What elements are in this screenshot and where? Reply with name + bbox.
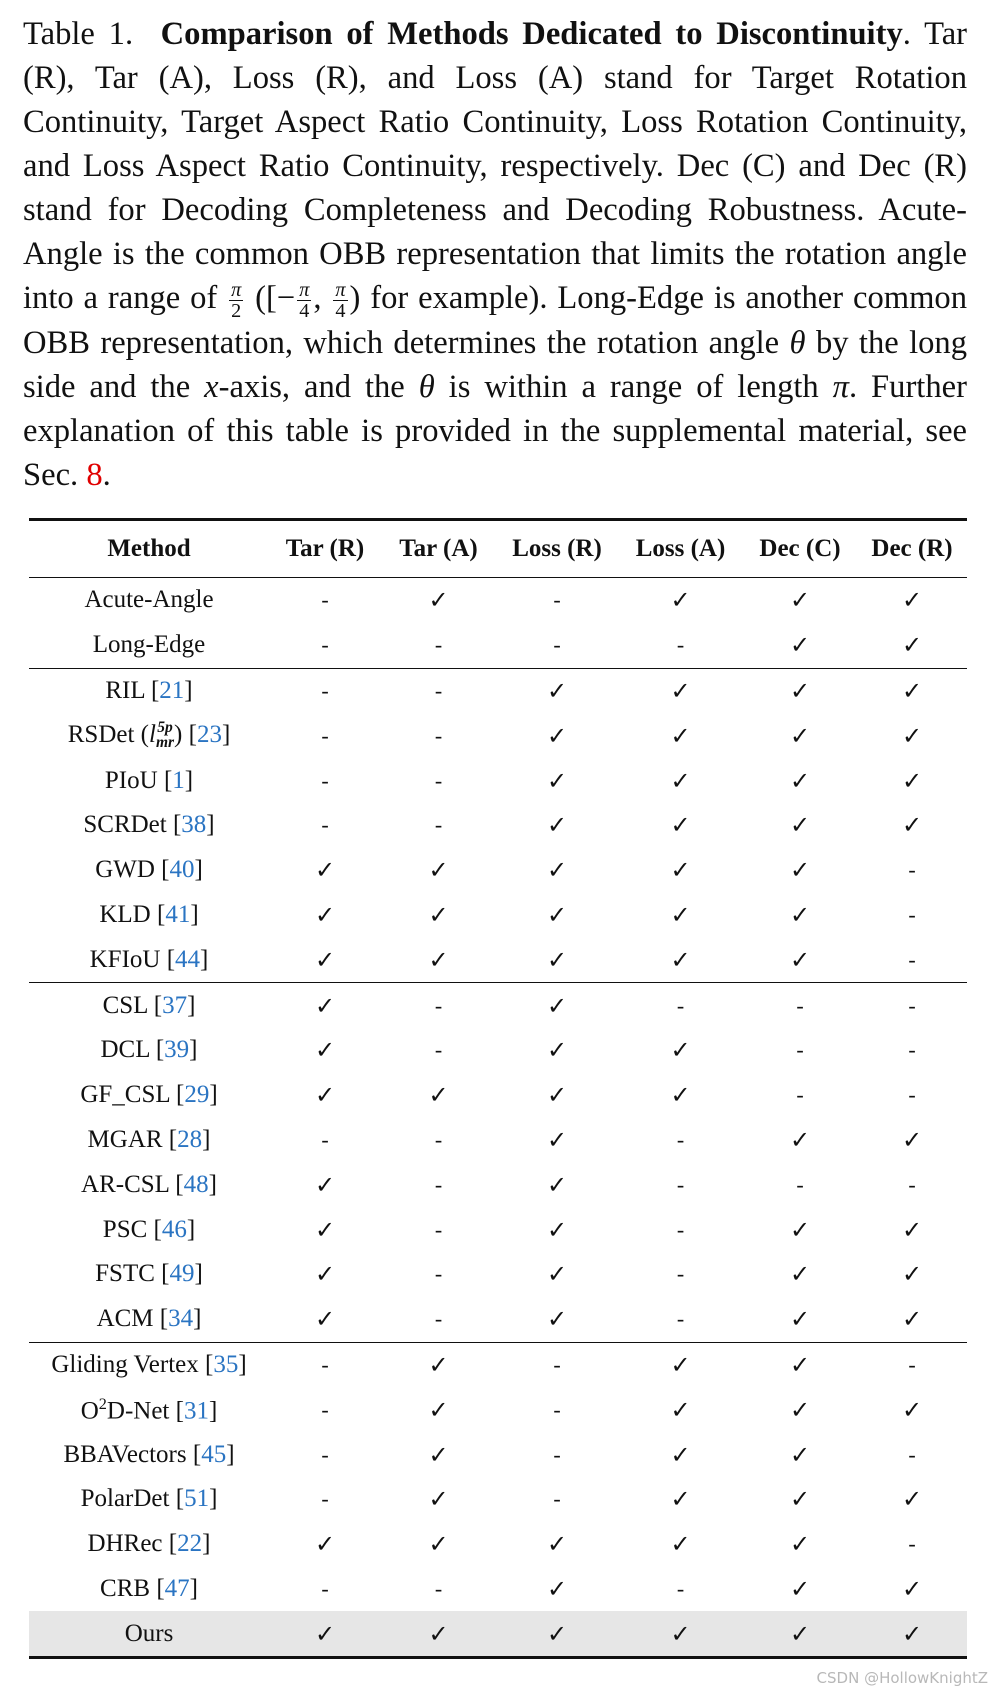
caption-text-5: is within a range of length	[448, 369, 819, 406]
header-row	[29, 520, 967, 578]
caption-text-1: Tar (R), Tar (A), Loss (R), and Loss (A) stand for Target Rotation Continuity, Target Aspect Ratio Continuity, Loss Rotation Continuity, and Loss Aspect Ratio Continuity, respectively. Dec (C) and Dec (R) stand for Decoding Completeness and Decoding Robustness. Acute-Angle is the common OBB representation that limits the rotation angle into a range of	[23, 16, 968, 316]
math-script	[156, 721, 174, 750]
method-name-cell: DHRec [22]	[87, 1530, 211, 1558]
dash-mark: -	[743, 983, 857, 1028]
check-icon: ✓	[546, 721, 568, 750]
fraction-pi-over-4-b: $\frac{\pi}{4}$	[335, 278, 346, 323]
check-icon: ✓	[314, 1530, 336, 1559]
check-icon: ✓	[314, 1260, 336, 1289]
method-name: FSTC	[95, 1260, 155, 1288]
dash-mark: -	[908, 1531, 916, 1557]
check-icon: ✓	[743, 1611, 857, 1657]
dash-mark: -	[434, 722, 443, 748]
citation-link[interactable]: 45	[201, 1440, 227, 1468]
citation-link[interactable]: 46	[161, 1215, 187, 1243]
table-row	[29, 1073, 967, 1118]
check-icon: ✓	[670, 1036, 691, 1065]
check-icon: ✓	[789, 945, 811, 974]
check-icon: ✓	[789, 1440, 811, 1469]
check-icon: ✓	[789, 900, 811, 929]
dash-mark: -	[434, 1261, 443, 1287]
method-name: GF_CSL	[80, 1081, 170, 1109]
math-superscript: 5p	[157, 719, 173, 737]
watermark: CSDN @HollowKnightZ	[816, 1669, 988, 1687]
method-name: Gliding Vertex	[51, 1350, 199, 1378]
check-icon: ✓	[901, 811, 923, 840]
check-icon: ✓	[670, 1440, 691, 1469]
check-icon: ✓	[901, 1260, 923, 1289]
check-icon: ✓	[789, 1574, 811, 1603]
dash-mark: -	[269, 1342, 381, 1387]
check-icon: ✓	[546, 1081, 568, 1110]
caption-end: .	[102, 457, 111, 494]
method-name: SCRDet	[83, 811, 167, 839]
column-header-method: Method	[107, 535, 191, 562]
check-icon: ✓	[670, 811, 691, 840]
check-icon: ✓	[901, 721, 923, 750]
check-icon: ✓	[546, 1260, 568, 1289]
dash-mark: -	[618, 983, 743, 1028]
method-name: DHRec	[87, 1530, 163, 1558]
method-name-cell: RSDet (l 5p mr ) [23]	[67, 719, 231, 752]
table-row	[29, 713, 967, 758]
method-name: Acute-Angle	[84, 586, 214, 614]
method-name: KFIoU	[89, 945, 161, 973]
check-icon: ✓	[546, 1125, 568, 1154]
check-icon: ✓	[789, 631, 811, 660]
check-icon: ✓	[901, 1485, 923, 1514]
check-icon: ✓	[546, 856, 568, 885]
check-icon: ✓	[789, 1395, 811, 1424]
citation-link[interactable]: 41	[165, 900, 191, 928]
dash-mark: -	[796, 1037, 804, 1063]
dash-mark: -	[321, 812, 329, 838]
check-icon: ✓	[789, 766, 811, 795]
method-name: KLD	[99, 900, 151, 928]
dash-mark: -	[676, 1306, 685, 1332]
method-name: PolarDet	[80, 1485, 170, 1513]
citation-link[interactable]: 49	[169, 1260, 195, 1288]
check-icon: ✓	[269, 983, 381, 1028]
citation-link[interactable]: 47	[164, 1574, 190, 1602]
theta-symbol-2: θ	[418, 369, 435, 406]
table-row	[29, 803, 967, 848]
check-icon: ✓	[428, 1081, 449, 1110]
method-name: Long-Edge	[92, 631, 206, 659]
method-name-cell: PSC [46]	[102, 1215, 196, 1243]
dash-mark: -	[321, 1396, 329, 1422]
citation-link[interactable]: 40	[169, 856, 195, 884]
method-name-cell: ACM [34]	[96, 1305, 202, 1333]
check-icon: ✓	[901, 766, 923, 795]
dash-mark: -	[381, 668, 496, 713]
dash-mark: -	[434, 1216, 443, 1242]
method-name: GWD	[95, 856, 155, 884]
dash-mark: -	[908, 1441, 916, 1467]
check-icon: ✓	[546, 900, 568, 929]
method-name-cell: $O^2D$-Net [31]	[80, 1394, 218, 1424]
column-header-loss-r: Loss (R)	[512, 535, 602, 562]
range-open: ([−	[255, 280, 296, 316]
dash-mark: -	[496, 1342, 618, 1387]
comparison-table	[29, 518, 967, 1659]
method-name-cell: BBAVectors [45]	[63, 1440, 235, 1468]
dash-mark: -	[553, 587, 561, 613]
method-name-cell: PolarDet [51]	[80, 1485, 218, 1513]
dash-mark: -	[434, 1306, 443, 1332]
dash-mark: -	[908, 1082, 916, 1108]
dash-mark: -	[434, 1037, 443, 1063]
dash-mark: -	[434, 632, 443, 658]
dash-mark: -	[796, 1171, 804, 1197]
citation-link[interactable]: 31	[183, 1396, 209, 1424]
check-icon: ✓	[428, 586, 449, 615]
check-icon: ✓	[314, 1170, 336, 1199]
citation-link[interactable]: 35	[213, 1350, 239, 1378]
check-icon: ✓	[789, 1305, 811, 1334]
dash-mark: -	[553, 1441, 561, 1467]
check-icon: ✓	[789, 721, 811, 750]
dash-mark: -	[908, 857, 916, 883]
check-icon: ✓	[670, 945, 691, 974]
method-name: AR-CSL	[81, 1170, 170, 1198]
check-icon: ✓	[670, 856, 691, 885]
citation-link[interactable]: 1	[172, 766, 185, 794]
method-name-cell: CRB [47]	[100, 1574, 198, 1602]
check-icon: ✓	[670, 721, 691, 750]
check-icon: ✓	[496, 983, 618, 1028]
table-row	[29, 937, 967, 982]
method-name: CSL	[102, 991, 148, 1019]
dash-mark: -	[321, 632, 329, 658]
method-name-cell	[29, 1611, 269, 1657]
table-row	[29, 1611, 967, 1657]
method-name-cell: SCRDet [38]	[83, 811, 215, 839]
method-name: RIL	[105, 676, 145, 704]
check-icon: ✓	[496, 1611, 618, 1657]
dash-mark: -	[434, 1575, 443, 1601]
column-header-dec-r: Dec (R)	[871, 535, 953, 562]
table-row	[29, 1207, 967, 1252]
check-icon: ✓	[428, 900, 449, 929]
citation-link[interactable]: 39	[164, 1036, 190, 1064]
check-icon: ✓	[618, 668, 743, 713]
check-icon: ✓	[428, 1530, 449, 1559]
check-icon: ✓	[314, 1215, 336, 1244]
table-row	[29, 1028, 967, 1073]
check-icon: ✓	[789, 1125, 811, 1154]
method-name: BBAVectors	[63, 1440, 187, 1468]
method-name-cell: FSTC [49]	[95, 1260, 203, 1288]
x-variable: x	[204, 369, 219, 406]
method-name: Ours	[124, 1619, 174, 1647]
dash-mark: -	[321, 1575, 329, 1601]
column-header-loss-a: Loss (A)	[635, 535, 726, 562]
check-icon: ✓	[546, 811, 568, 840]
method-name-cell: GWD [40]	[95, 856, 203, 884]
dash-mark: -	[908, 946, 916, 972]
column-header-tar-a: Tar (A)	[399, 535, 478, 562]
citation-link[interactable]: 23	[196, 720, 222, 748]
check-icon: ✓	[428, 1440, 449, 1469]
dash-mark: -	[434, 767, 443, 793]
method-name-cell	[29, 623, 269, 668]
check-icon: ✓	[546, 945, 568, 974]
check-icon: ✓	[546, 1170, 568, 1199]
check-icon: ✓	[789, 1260, 811, 1289]
method-name-cell: GF_CSL [29]	[80, 1081, 218, 1109]
comparison-table-wrapper	[29, 518, 967, 1659]
check-icon: ✓	[314, 1305, 336, 1334]
check-icon: ✓	[901, 1215, 923, 1244]
method-name: PSC	[102, 1215, 148, 1243]
range-sep: ,	[313, 280, 322, 316]
check-icon: ✓	[546, 1530, 568, 1559]
table-row	[29, 1342, 967, 1387]
citation-link[interactable]: 44	[175, 945, 201, 973]
check-icon: ✓	[314, 945, 336, 974]
check-icon: ✓	[901, 1395, 923, 1424]
check-icon: ✓	[789, 1485, 811, 1514]
dash-mark: -	[321, 1441, 329, 1467]
check-icon: ✓	[857, 668, 967, 713]
check-icon: ✓	[901, 631, 923, 660]
method-name: CRB	[100, 1574, 151, 1602]
check-icon: ✓	[428, 856, 449, 885]
table-row	[29, 758, 967, 803]
method-name: O	[80, 1396, 99, 1424]
method-name: PIoU	[104, 766, 158, 794]
fraction-pi-over-4-a: $\frac{\pi}{4}$	[299, 278, 310, 323]
theta-symbol-1: θ	[789, 325, 806, 362]
method-name: RSDet (	[67, 720, 149, 748]
check-icon: ✓	[857, 1611, 967, 1657]
table-row	[29, 1162, 967, 1207]
check-icon: ✓	[496, 668, 618, 713]
method-name-cell: KLD [41]	[99, 900, 199, 928]
check-icon: ✓	[670, 766, 691, 795]
dash-mark: -	[381, 983, 496, 1028]
table-row	[29, 623, 967, 668]
caption-text-6: . Further explanation of this table is provided in the supplemental material, see Sec.	[23, 369, 967, 494]
method-name: ACM	[96, 1305, 154, 1333]
check-icon: ✓	[743, 1342, 857, 1387]
dash-mark: -	[321, 1126, 329, 1152]
pi-symbol: π	[832, 369, 849, 406]
table-body	[29, 578, 967, 1658]
table-row	[29, 983, 967, 1028]
method-name-cell	[29, 578, 269, 623]
caption-text-4: -axis, and the	[218, 369, 405, 406]
check-icon: ✓	[546, 1036, 568, 1065]
check-icon: ✓	[618, 1611, 743, 1657]
fraction-pi-over-2: $\frac{\pi}{2}$	[231, 278, 242, 323]
caption-text-2: for example). Long-Edge is another common OBB representation, which determines the rotation angle	[23, 280, 967, 362]
check-icon: ✓	[670, 586, 691, 615]
table-row	[29, 1387, 967, 1432]
citation-link[interactable]: 48	[183, 1170, 209, 1198]
table-row	[29, 1477, 967, 1522]
check-icon: ✓	[901, 1305, 923, 1334]
check-icon: ✓	[381, 1611, 496, 1657]
check-icon: ✓	[314, 1036, 336, 1065]
check-icon: ✓	[381, 1342, 496, 1387]
check-icon: ✓	[428, 1395, 449, 1424]
method-name-rest: D-Net	[106, 1396, 170, 1424]
check-icon: ✓	[314, 856, 336, 885]
table-row	[29, 1252, 967, 1297]
check-icon: ✓	[546, 1215, 568, 1244]
check-icon: ✓	[901, 1125, 923, 1154]
dash-mark: -	[434, 1126, 443, 1152]
check-icon: ✓	[670, 1081, 691, 1110]
table-row	[29, 668, 967, 713]
math-subscript: mr	[155, 734, 175, 752]
check-icon: ✓	[670, 1530, 691, 1559]
table-row	[29, 1432, 967, 1477]
dash-mark: -	[434, 812, 443, 838]
dash-mark: -	[321, 767, 329, 793]
check-icon: ✓	[269, 1611, 381, 1657]
table-row	[29, 893, 967, 938]
citation-link[interactable]: 38	[181, 811, 207, 839]
citation-link[interactable]: 21	[159, 676, 185, 704]
method-name-cell: AR-CSL [48]	[81, 1170, 217, 1198]
check-icon: ✓	[670, 1395, 691, 1424]
range-close: )	[349, 280, 361, 316]
dash-mark: -	[434, 1171, 443, 1197]
table-row	[29, 1567, 967, 1612]
dash-mark: -	[269, 668, 381, 713]
check-icon: ✓	[670, 900, 691, 929]
dash-mark: -	[553, 1396, 561, 1422]
dash-mark: -	[553, 1486, 561, 1512]
check-icon: ✓	[789, 1530, 811, 1559]
method-name: DCL	[100, 1036, 150, 1064]
dash-mark: -	[676, 1171, 685, 1197]
method-name-cell: Gliding Vertex [35]	[29, 1342, 269, 1387]
method-name-cell: MGAR [28]	[87, 1125, 211, 1153]
section-reference-link[interactable]: 8	[86, 457, 103, 494]
check-icon: ✓	[901, 1574, 923, 1603]
citation-link[interactable]: 37	[162, 991, 188, 1019]
dash-mark: -	[796, 1082, 804, 1108]
table-row	[29, 1297, 967, 1342]
column-header-dec-c: Dec (C)	[759, 535, 841, 562]
citation-link[interactable]: 29	[184, 1081, 210, 1109]
check-icon: ✓	[546, 766, 568, 795]
check-icon: ✓	[901, 586, 923, 615]
check-icon: ✓	[789, 586, 811, 615]
check-icon: ✓	[789, 856, 811, 885]
caption-text-3: by the long side and the	[23, 325, 967, 406]
check-icon: ✓	[670, 1485, 691, 1514]
dash-mark: -	[908, 901, 916, 927]
method-name-cell: KFIoU [44]	[89, 945, 209, 973]
citation-link[interactable]: 34	[168, 1305, 194, 1333]
table-row	[29, 848, 967, 893]
caption-label: Table 1.	[23, 16, 134, 52]
check-icon: ✓	[546, 1574, 568, 1603]
check-icon: ✓	[314, 1081, 336, 1110]
method-name-cell: RIL [21]	[29, 668, 269, 713]
caption-title: Comparison of Methods Dedicated to Discontinuity	[160, 16, 903, 52]
math-symbol: l	[148, 720, 156, 748]
dash-mark: -	[553, 632, 561, 658]
check-icon: ✓	[428, 1485, 449, 1514]
method-name-cell: PIoU [1]	[104, 766, 194, 794]
method-name-cell: CSL [37]	[29, 983, 269, 1028]
dash-mark: -	[676, 1126, 685, 1152]
table-row	[29, 1118, 967, 1163]
table-row	[29, 578, 967, 623]
citation-link[interactable]: 22	[177, 1530, 203, 1558]
method-name: MGAR	[87, 1125, 163, 1153]
method-name-after: )	[174, 720, 183, 748]
dash-mark: -	[676, 1261, 685, 1287]
table-header	[29, 520, 967, 578]
citation-link[interactable]: 28	[177, 1125, 203, 1153]
table-row	[29, 1522, 967, 1567]
dash-mark: -	[908, 1037, 916, 1063]
dash-mark: -	[857, 983, 967, 1028]
dash-mark: -	[908, 1171, 916, 1197]
dash-mark: -	[321, 722, 329, 748]
dash-mark: -	[321, 587, 329, 613]
dash-mark: -	[676, 632, 685, 658]
check-icon: ✓	[789, 1215, 811, 1244]
check-icon: ✓	[546, 1305, 568, 1334]
method-name-cell: DCL [39]	[100, 1036, 198, 1064]
check-icon: ✓	[314, 900, 336, 929]
dash-mark: -	[321, 1486, 329, 1512]
check-icon: ✓	[743, 668, 857, 713]
citation-link[interactable]: 51	[184, 1485, 210, 1513]
column-header-tar-r: Tar (R)	[285, 535, 365, 562]
dash-mark: -	[676, 1575, 685, 1601]
check-icon: ✓	[428, 945, 449, 974]
method-name-superscript: 2	[98, 1394, 107, 1413]
table-caption: Table 1. Comparison of Methods Dedicated to Discontinuity. Tar (R), Tar (A), Loss (R), and Loss (A) stand for Target Rotation Continuity, Target Aspect Ratio Continuity, Loss Rotation Continuity, and Loss Aspect Ratio Continuity, respectively. Dec (C) and Dec (R) stand for Decoding Completeness and Decoding Robustness. Acute-Angle is the common OBB representation that limits the rotation angle into a range of $\frac{\pi}{2}$ ([− $\frac{\pi}{4}$ , $\frac{\pi}{4}$ ) for example). Long-Edge is another common OBB representation, which determines the rotation angle θ by the long side and the x-axis, and the θ is within a range of length π. Further explanation of this table is provided in the supplemental material, see Sec. 8.	[23, 16, 968, 494]
check-icon: ✓	[789, 811, 811, 840]
dash-mark: -	[857, 1342, 967, 1387]
dash-mark: -	[676, 1216, 685, 1242]
check-icon: ✓	[618, 1342, 743, 1387]
